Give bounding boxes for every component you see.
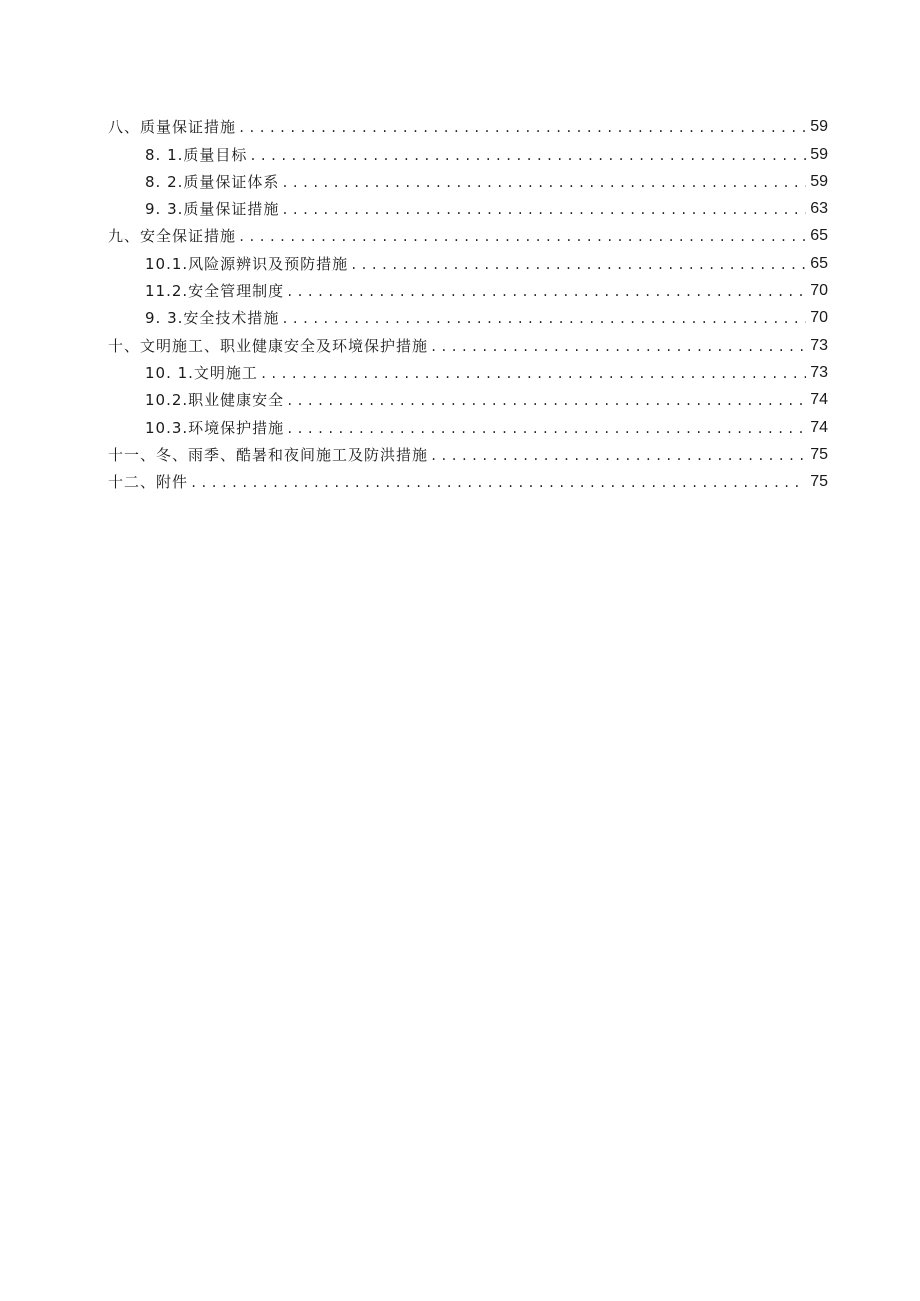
toc-entry-label: 十、文明施工、职业健康安全及环境保护措施	[108, 336, 429, 355]
toc-entry[interactable]	[108, 301, 828, 328]
toc-entry-label: 10.2.职业健康安全	[145, 391, 285, 410]
toc-entry-page: 75	[810, 445, 828, 463]
toc-entry-page: 65	[810, 227, 828, 245]
toc-entry-page: 73	[810, 363, 828, 381]
toc-dot-leader	[430, 447, 806, 465]
toc-entry-label: 10.3.环境保护措施	[145, 418, 285, 437]
toc-entry[interactable]	[108, 383, 828, 410]
toc-entry-page: 59	[810, 172, 828, 190]
toc-entry[interactable]	[108, 246, 828, 273]
toc-entry-page: 73	[810, 336, 828, 354]
toc-entry-label: 九、安全保证措施	[108, 227, 237, 246]
toc-entry-label: 11.2.安全管理制度	[145, 282, 285, 301]
toc-entry-label: 10. 1.文明施工	[145, 363, 258, 382]
toc-entry-label: 9. 3.质量保证措施	[145, 200, 280, 219]
toc-entry-page: 70	[810, 309, 828, 327]
toc-entry[interactable]	[108, 438, 828, 465]
toc-entry-page: 65	[810, 254, 828, 272]
toc-entry-page: 70	[810, 282, 828, 300]
toc-dot-leader	[238, 119, 806, 137]
toc-dot-leader	[190, 474, 806, 492]
toc-entry[interactable]	[108, 110, 828, 137]
toc-dot-leader	[238, 228, 806, 246]
toc-entry-page: 75	[810, 473, 828, 491]
toc-entry-page: 59	[810, 145, 828, 163]
table-of-contents	[108, 110, 828, 492]
toc-entry-page: 74	[810, 418, 828, 436]
toc-entry-label: 10.1.风险源辨识及预防措施	[145, 254, 349, 273]
toc-dot-leader	[249, 147, 806, 165]
toc-entry[interactable]	[108, 274, 828, 301]
toc-entry-label: 八、质量保证措施	[108, 118, 237, 137]
toc-dot-leader	[286, 283, 806, 301]
toc-dot-leader	[350, 256, 806, 274]
toc-dot-leader	[286, 420, 806, 438]
toc-dot-leader	[281, 174, 806, 192]
toc-entry[interactable]	[108, 465, 828, 492]
toc-dot-leader	[281, 310, 806, 328]
toc-entry[interactable]	[108, 137, 828, 164]
toc-entry[interactable]	[108, 219, 828, 246]
toc-dot-leader	[260, 365, 806, 383]
toc-entry-label: 9. 3.安全技术措施	[145, 309, 280, 328]
toc-entry[interactable]	[108, 328, 828, 355]
toc-entry[interactable]	[108, 192, 828, 219]
toc-entry-label: 8. 1.质量目标	[145, 145, 248, 164]
toc-entry-page: 74	[810, 391, 828, 409]
toc-dot-leader	[281, 201, 806, 219]
toc-entry-label: 8. 2.质量保证体系	[145, 172, 280, 191]
toc-dot-leader	[286, 392, 806, 410]
toc-entry[interactable]	[108, 356, 828, 383]
toc-entry[interactable]	[108, 410, 828, 437]
toc-entry-page: 59	[810, 118, 828, 136]
toc-entry-label: 十二、附件	[108, 473, 189, 492]
toc-entry-page: 63	[810, 200, 828, 218]
toc-entry-label: 十一、冬、雨季、酷暑和夜间施工及防洪措施	[108, 445, 429, 464]
toc-entry[interactable]	[108, 165, 828, 192]
toc-dot-leader	[430, 338, 806, 356]
